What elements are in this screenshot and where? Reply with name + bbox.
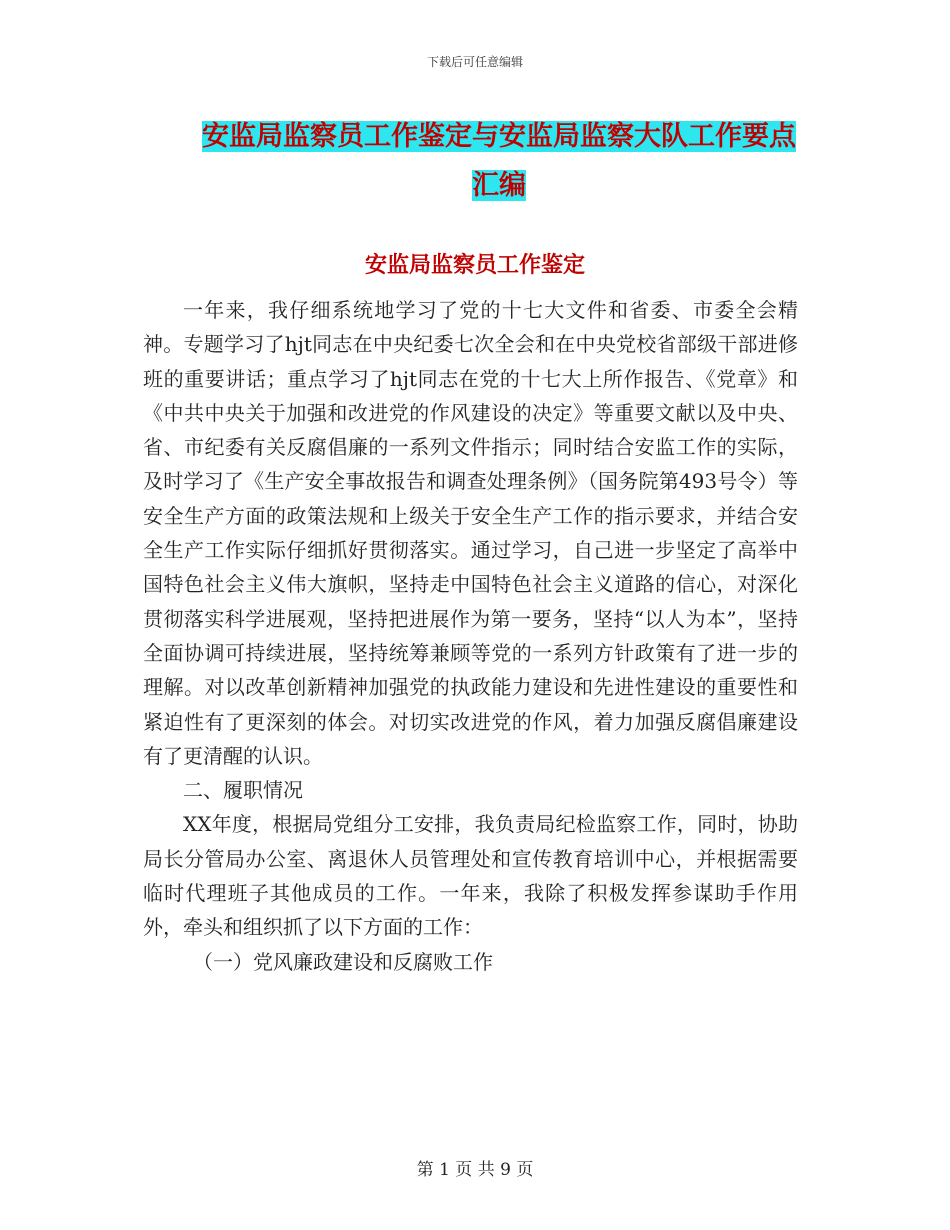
paragraph: 一年来，我仔细系统地学习了党的十七大文件和省委、市委全会精神。专题学习了hjt同志在中央纪委七次全会和在中央党校省部级干部进修班的重要讲话；重点学习了hjt同志在党的十七大上所作报告、《党章》和《中共中央关于加强和改进党的作风建设的决定》等重要文献以及中央、省、市纪委有关反腐倡廉的一系列文件指示；同时结合安监工作的实际，及时学习了《生产安全事故报告和调查处理条例》（国务院第493号令）等安全生产方面的政策法规和上级关于安全生产工作的指示要求，并结合安全生产工作实际仔细抓好贯彻落实。通过学习，自己进一步坚定了高举中国特色社会主义伟大旗帜，坚持走中国特色社会主义道路的信心，对深化贯彻落实科学进展观，坚持把进展作为第一要务，坚持“以人为本”，坚持全面协调可持续进展，坚持统筹兼顾等党的一系列方针政策有了进一步的理解。对以改革创新精神加强党的执政能力建设和先进性建设的重要性和紧迫性有了更深刻的体会。对切实改进党的作风，着力加强反腐倡廉建设有了更清醒的认识。 <box>143 298 798 768</box>
paragraph: XX年度，根据局党组分工安排，我负责局纪检监察工作，同时，协助局长分管局办公室、离退休人员管理处和宣传教育培训中心，并根据需要临时代理班子其他成员的工作。一年来，我除了积极发挥参谋助手作用外，牵头和组织抓了以下方面的工作： <box>143 812 798 940</box>
paragraph: 二、履职情况 <box>183 778 303 803</box>
paragraph: （一）党风廉政建设和反腐败工作 <box>193 949 493 974</box>
document-title <box>194 112 804 210</box>
document-title-text: 安监局监察员工作鉴定与安监局监察大队工作要点汇编 <box>202 121 796 201</box>
header-note: 下载后可任意编辑 <box>426 55 523 69</box>
document-body <box>143 293 798 979</box>
page-number: 第 1 页 共 9 页 <box>416 1160 534 1180</box>
section-title: 安监局监察员工作鉴定 <box>364 253 585 278</box>
